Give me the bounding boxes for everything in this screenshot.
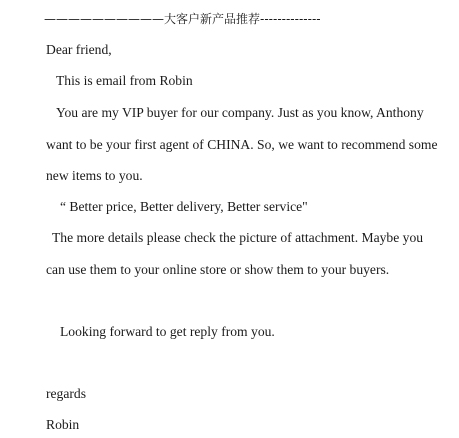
sign-off: regards [46, 386, 87, 401]
details-line: can use them to your online store or show them to your buyers. [46, 262, 390, 277]
slogan-line: “ Better price, Better delivery, Better service" [60, 199, 308, 214]
body-line: You are my VIP buyer for our company. Just as you know, Anthony [56, 105, 424, 120]
details-line: The more details please check the picture of attachment. Maybe you [52, 230, 424, 245]
body-line: new items to you. [46, 168, 143, 183]
closing-request: Looking forward to get reply from you. [60, 324, 275, 339]
header-rule: ——————————大客户新产品推荐-------------- [44, 12, 321, 26]
signature: Robin [46, 417, 80, 432]
intro-line: This is email from Robin [56, 73, 193, 88]
body-line: want to be your first agent of CHINA. So, we want to recommend some [46, 137, 438, 152]
greeting: Dear friend, [46, 42, 112, 57]
